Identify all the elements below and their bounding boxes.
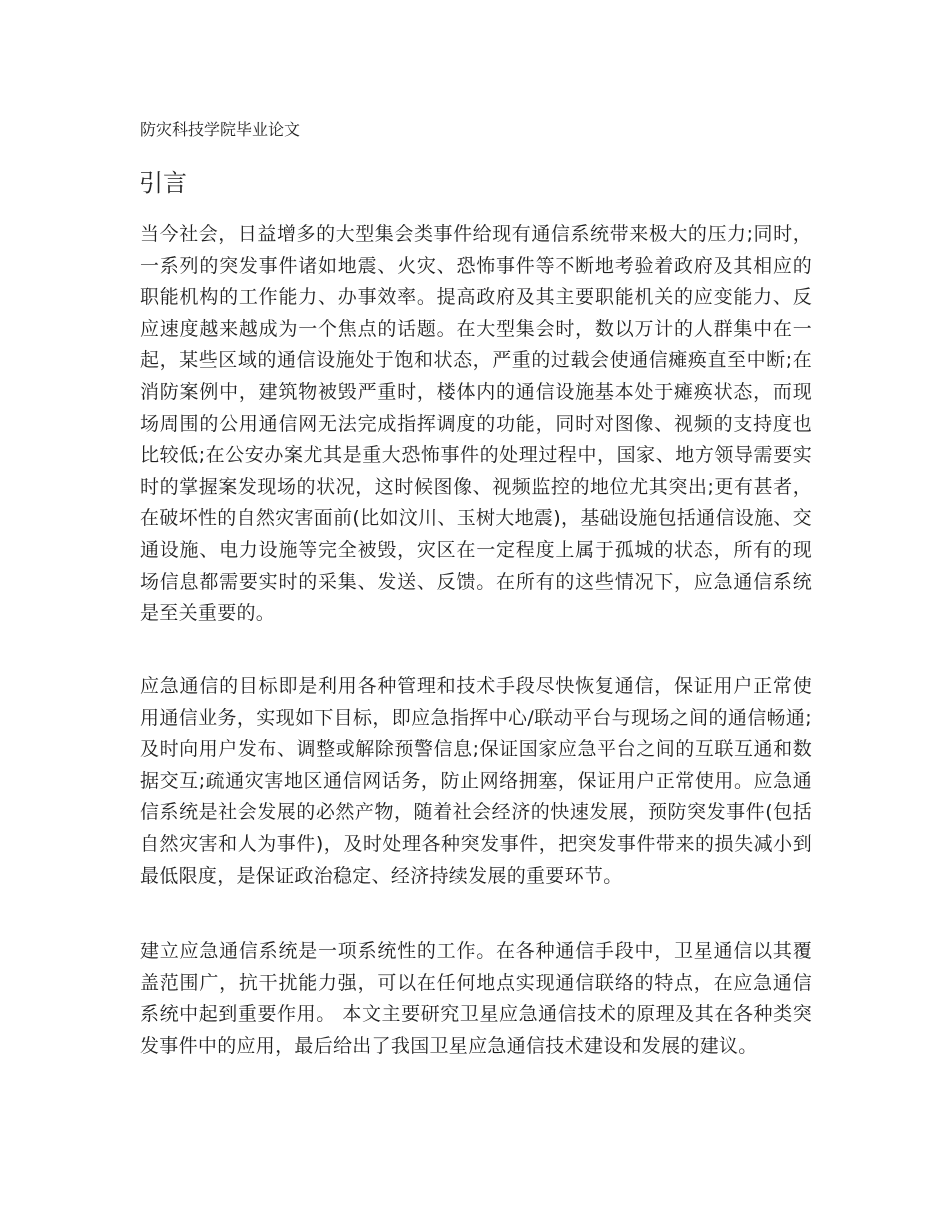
body-paragraph: 建立应急通信系统是一项系统性的工作。在各种通信手段中，卫星通信以其覆盖范围广，抗干扰能力强，可以在任何地点实现通信联络的特点，在应急通信系统中起到重要作用。 本文主要研究卫星应急通信技术的原理及其在各种类突发事件中的应用，最后给出了我国卫星应急通信技术建设和发展的建议。 (140, 940, 812, 1057)
section-heading: 引言 (139, 169, 187, 197)
running-header: 防灾科技学院毕业论文 (140, 120, 301, 139)
body-paragraph: 应急通信的目标即是利用各种管理和技术手段尽快恢复通信，保证用户正常使用通信业务，实现如下目标，即应急指挥中心/联动平台与现场之间的通信畅通;及时向用户发布、调整或解除预警信息;保证国家应急平台之间的互联互通和数据交互;疏通灾害地区通信网话务，防止网络拥塞，保证用户正常使用。应急通信系统是社会发展的必然产物，随着社会经济的快速发展，预防突发事件(包括自然灾害和人为事件)，及时处理各种突发事件，把突发事件带来的损失减小到最低限度，是保证政治稳定、经济持续发展的重要环节。 (140, 675, 812, 887)
body-paragraph: 当今社会，日益增多的大型集会类事件给现有通信系统带来极大的压力;同时，一系列的突发事件诸如地震、火灾、恐怖事件等不断地考验着政府及其相应的职能机构的工作能力、办事效率。提高政府及其主要职能机关的应变能力、反应速度越来越成为一个焦点的话题。在大型集会时，数以万计的人群集中在一起，某些区域的通信设施处于饱和状态，严重的过载会使通信瘫痪直至中断;在消防案例中，建筑物被毁严重时，楼体内的通信设施基本处于瘫痪状态，而现场周围的公用通信网无法完成指挥调度的功能，同时对图像、视频的支持度也比较低;在公安办案尤其是重大恐怖事件的处理过程中，国家、地方领导需要实时的掌握案发现场的状况，这时候图像、视频监控的地位尤其突出;更有甚者，在破坏性的自然灾害面前(比如汶川、玉树大地震)，基础设施包括通信设施、交通设施、电力设施等完全被毁，灾区在一定程度上属于孤城的状态，所有的现场信息都需要实时的采集、发送、反馈。在所有的这些情况下，应急通信系统是至关重要的。 (140, 223, 812, 625)
